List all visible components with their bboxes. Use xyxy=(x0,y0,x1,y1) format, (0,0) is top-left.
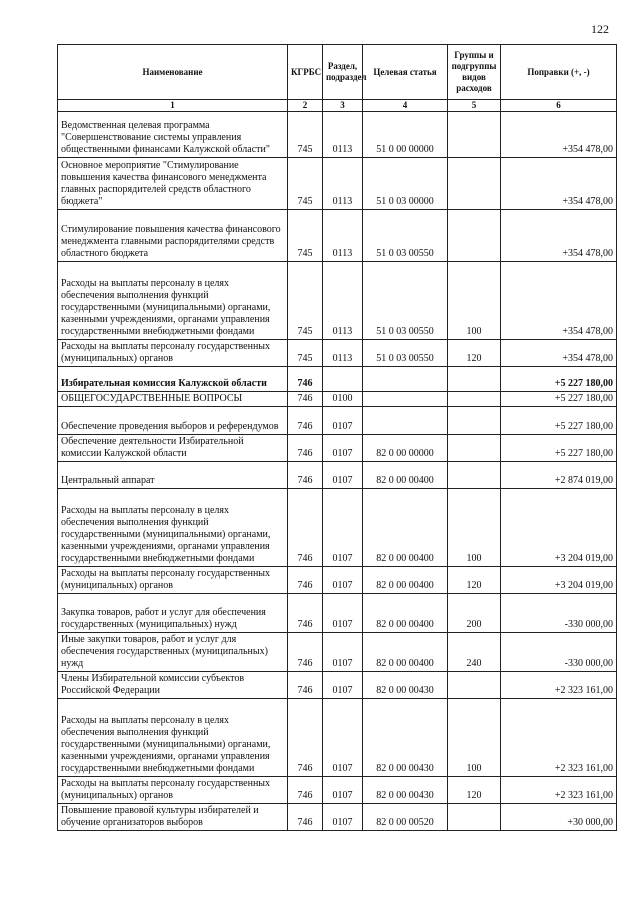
table-row xyxy=(58,632,617,671)
row-name: Стимулирование повышения качества финансового менеджмента главными распорядителями средств областного бюджета xyxy=(58,209,288,261)
row-amount: +354 478,00 xyxy=(501,209,617,261)
row-name: Расходы на выплаты персоналу в целях обеспечения выполнения функций государственными (муниципальными) органами, казенными учреждениями, органами управления государственными внебюджетными фондами xyxy=(58,698,288,776)
col-num-5: 5 xyxy=(448,100,501,112)
row-kgrbs: 746 xyxy=(288,434,323,461)
row-amount: +2 874 019,00 xyxy=(501,461,617,488)
row-statya: 82 0 00 00000 xyxy=(363,434,448,461)
row-vid: 120 xyxy=(448,566,501,593)
row-kgrbs: 746 xyxy=(288,776,323,803)
row-statya: 82 0 00 00400 xyxy=(363,632,448,671)
row-kgrbs: 746 xyxy=(288,488,323,566)
table-row xyxy=(58,157,617,209)
row-vid xyxy=(448,461,501,488)
row-statya: 82 0 00 00400 xyxy=(363,461,448,488)
row-name: Избирательная комиссия Калужской области xyxy=(58,366,288,391)
row-statya: 51 0 03 00550 xyxy=(363,261,448,339)
row-amount: -330 000,00 xyxy=(501,632,617,671)
table-row xyxy=(58,593,617,632)
row-kgrbs: 745 xyxy=(288,261,323,339)
row-razdel: 0107 xyxy=(323,671,363,698)
header-statya: Целевая статья xyxy=(363,45,448,100)
table-row xyxy=(58,488,617,566)
row-statya: 51 0 00 00000 xyxy=(363,111,448,157)
row-name: Иные закупки товаров, работ и услуг для обеспечения государственных (муниципальных) нужд xyxy=(58,632,288,671)
row-kgrbs: 746 xyxy=(288,671,323,698)
row-razdel: 0100 xyxy=(323,391,363,406)
header-razdel: Раздел, подраздел xyxy=(323,45,363,100)
row-kgrbs: 746 xyxy=(288,593,323,632)
row-vid xyxy=(448,111,501,157)
table-row xyxy=(58,671,617,698)
table-row xyxy=(58,776,617,803)
row-amount: +5 227 180,00 xyxy=(501,391,617,406)
row-amount: +354 478,00 xyxy=(501,261,617,339)
table-body xyxy=(58,111,617,830)
row-kgrbs: 746 xyxy=(288,803,323,830)
table-row xyxy=(58,406,617,434)
header-amount: Поправки (+, -) xyxy=(501,45,617,100)
row-kgrbs: 746 xyxy=(288,632,323,671)
row-amount: +5 227 180,00 xyxy=(501,366,617,391)
row-kgrbs: 746 xyxy=(288,366,323,391)
row-razdel: 0107 xyxy=(323,488,363,566)
row-vid xyxy=(448,434,501,461)
page-number: 122 xyxy=(591,22,609,36)
col-num-1: 1 xyxy=(58,100,288,112)
row-razdel: 0107 xyxy=(323,461,363,488)
row-amount: +2 323 161,00 xyxy=(501,776,617,803)
row-razdel: 0113 xyxy=(323,111,363,157)
header-vid: Группы и подгруппы видов расходов xyxy=(448,45,501,100)
row-statya: 82 0 00 00400 xyxy=(363,488,448,566)
row-statya xyxy=(363,391,448,406)
row-vid: 100 xyxy=(448,698,501,776)
row-name: Повышение правовой культуры избирателей и обучение организаторов выборов xyxy=(58,803,288,830)
row-statya: 82 0 00 00430 xyxy=(363,776,448,803)
row-amount: +354 478,00 xyxy=(501,157,617,209)
row-kgrbs: 745 xyxy=(288,157,323,209)
row-razdel: 0113 xyxy=(323,209,363,261)
row-name: Центральный аппарат xyxy=(58,461,288,488)
row-vid xyxy=(448,406,501,434)
table-row xyxy=(58,434,617,461)
row-vid xyxy=(448,209,501,261)
row-name: Ведомственная целевая программа "Совершенствование системы управления общественными финансами Калужской области" xyxy=(58,111,288,157)
row-name: ОБЩЕГОСУДАРСТВЕННЫЕ ВОПРОСЫ xyxy=(58,391,288,406)
table-row xyxy=(58,461,617,488)
row-razdel: 0107 xyxy=(323,566,363,593)
row-vid: 100 xyxy=(448,488,501,566)
row-statya: 51 0 03 00550 xyxy=(363,209,448,261)
row-name: Расходы на выплаты персоналу государственных (муниципальных) органов xyxy=(58,566,288,593)
row-razdel: 0107 xyxy=(323,698,363,776)
row-name: Члены Избирательной комиссии субъектов Российской Федерации xyxy=(58,671,288,698)
row-razdel: 0107 xyxy=(323,803,363,830)
row-amount: +2 323 161,00 xyxy=(501,671,617,698)
table-row xyxy=(58,803,617,830)
row-statya: 51 0 03 00550 xyxy=(363,339,448,366)
column-number-row xyxy=(58,100,617,112)
table-row xyxy=(58,261,617,339)
table-row xyxy=(58,339,617,366)
row-amount: +30 000,00 xyxy=(501,803,617,830)
row-vid xyxy=(448,366,501,391)
col-num-2: 2 xyxy=(288,100,323,112)
table-row xyxy=(58,209,617,261)
row-statya xyxy=(363,406,448,434)
budget-table xyxy=(57,44,617,831)
row-amount: +3 204 019,00 xyxy=(501,566,617,593)
row-name: Обеспечение проведения выборов и референдумов xyxy=(58,406,288,434)
row-statya xyxy=(363,366,448,391)
row-name: Расходы на выплаты персоналу в целях обеспечения выполнения функций государственными (муниципальными) органами, казенными учреждениями, органами управления государственными внебюджетными фондами xyxy=(58,261,288,339)
table-row xyxy=(58,111,617,157)
row-name: Закупка товаров, работ и услуг для обеспечения государственных (муниципальных) нужд xyxy=(58,593,288,632)
row-kgrbs: 746 xyxy=(288,461,323,488)
row-name: Расходы на выплаты персоналу государственных (муниципальных) органов xyxy=(58,339,288,366)
row-statya: 82 0 00 00520 xyxy=(363,803,448,830)
row-kgrbs: 745 xyxy=(288,111,323,157)
row-vid: 200 xyxy=(448,593,501,632)
row-amount: +3 204 019,00 xyxy=(501,488,617,566)
table-row xyxy=(58,698,617,776)
row-name: Расходы на выплаты персоналу государственных (муниципальных) органов xyxy=(58,776,288,803)
row-razdel: 0107 xyxy=(323,632,363,671)
row-vid: 100 xyxy=(448,261,501,339)
row-razdel xyxy=(323,366,363,391)
col-num-6: 6 xyxy=(501,100,617,112)
row-amount: +5 227 180,00 xyxy=(501,434,617,461)
row-kgrbs: 746 xyxy=(288,391,323,406)
row-kgrbs: 745 xyxy=(288,339,323,366)
row-kgrbs: 745 xyxy=(288,209,323,261)
table-row xyxy=(58,391,617,406)
row-razdel: 0107 xyxy=(323,593,363,632)
row-amount: +5 227 180,00 xyxy=(501,406,617,434)
row-vid: 120 xyxy=(448,339,501,366)
row-amount: +2 323 161,00 xyxy=(501,698,617,776)
row-kgrbs: 746 xyxy=(288,406,323,434)
row-razdel: 0107 xyxy=(323,406,363,434)
row-amount: +354 478,00 xyxy=(501,339,617,366)
row-kgrbs: 746 xyxy=(288,698,323,776)
table-row xyxy=(58,366,617,391)
row-kgrbs: 746 xyxy=(288,566,323,593)
table-row xyxy=(58,566,617,593)
row-statya: 82 0 00 00400 xyxy=(363,566,448,593)
row-name: Обеспечение деятельности Избирательной комиссии Калужской области xyxy=(58,434,288,461)
col-num-4: 4 xyxy=(363,100,448,112)
row-razdel: 0113 xyxy=(323,339,363,366)
row-razdel: 0113 xyxy=(323,157,363,209)
row-vid xyxy=(448,157,501,209)
row-vid: 120 xyxy=(448,776,501,803)
row-razdel: 0113 xyxy=(323,261,363,339)
row-name: Расходы на выплаты персоналу в целях обеспечения выполнения функций государственными (муниципальными) органами, казенными учреждениями, органами управления государственными внебюджетными фондами xyxy=(58,488,288,566)
row-vid xyxy=(448,671,501,698)
row-statya: 82 0 00 00400 xyxy=(363,593,448,632)
row-name: Основное мероприятие "Стимулирование повышения качества финансового менеджмента главных распорядителей средств областного бюджета" xyxy=(58,157,288,209)
row-razdel: 0107 xyxy=(323,776,363,803)
row-statya: 51 0 03 00000 xyxy=(363,157,448,209)
row-vid xyxy=(448,391,501,406)
row-amount: -330 000,00 xyxy=(501,593,617,632)
header-row xyxy=(58,45,617,100)
row-vid: 240 xyxy=(448,632,501,671)
row-statya: 82 0 00 00430 xyxy=(363,671,448,698)
col-num-3: 3 xyxy=(323,100,363,112)
row-amount: +354 478,00 xyxy=(501,111,617,157)
row-razdel: 0107 xyxy=(323,434,363,461)
header-kgrbs: КГРБС xyxy=(288,45,323,100)
row-vid xyxy=(448,803,501,830)
header-name: Наименование xyxy=(58,45,288,100)
row-statya: 82 0 00 00430 xyxy=(363,698,448,776)
